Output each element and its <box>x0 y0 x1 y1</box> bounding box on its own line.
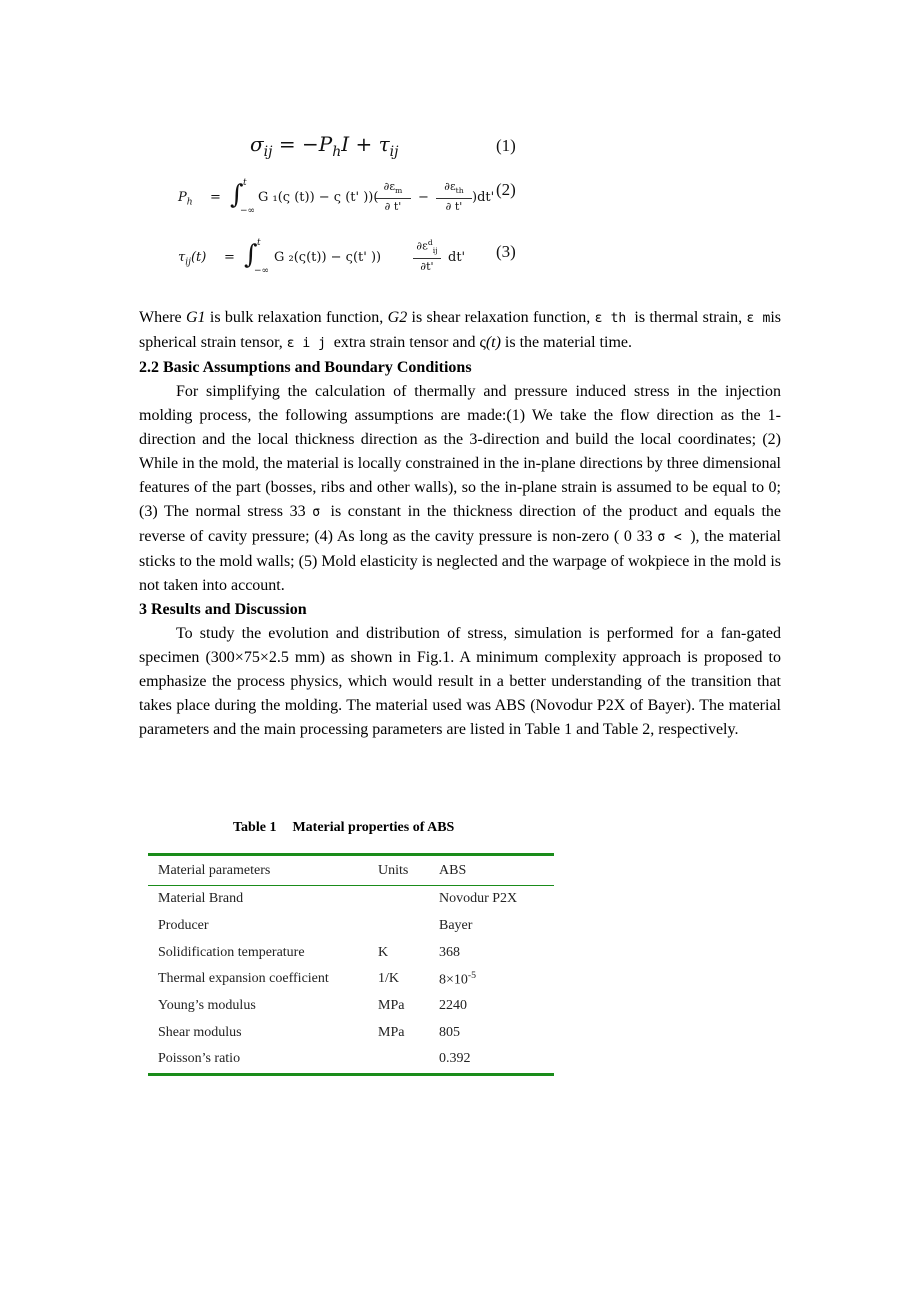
table-1-caption-label: Table 1 <box>233 820 277 835</box>
body-text <box>139 306 781 742</box>
table-row <box>148 913 554 940</box>
table-cell: Novodur P2X <box>439 891 518 907</box>
table-row <box>148 939 554 966</box>
table-header-row <box>148 856 554 886</box>
table-row <box>148 993 554 1020</box>
table-1-caption-title: Material properties of ABS <box>292 820 455 835</box>
equation-3-kernel: G ₂(ς(t)) − ς(t' )) <box>274 250 382 265</box>
table-cell: Young’s modulus <box>158 998 256 1014</box>
equation-2-integral: ∫ <box>230 180 244 210</box>
table-cell: Material Brand <box>158 891 244 907</box>
equation-2 <box>178 176 528 224</box>
equation-3-lhs: $\tau_{ij}(t)$ <box>178 250 207 268</box>
equation-2-fraction-1: $\partial\varepsilon_m$ ∂ t' <box>375 180 411 213</box>
equation-2-lhs: $P_h$ <box>178 190 193 208</box>
equation-1 <box>250 132 530 164</box>
table-cell: 2240 <box>439 998 467 1014</box>
equation-2-kernel: G ₁(ς (t)) − ς (t' ))( <box>258 190 379 205</box>
table-cell: 0.392 <box>439 1051 471 1067</box>
table-row <box>148 1019 554 1046</box>
table-row <box>148 1046 554 1073</box>
table-cell: $8\times 10^{-5}$ <box>439 970 477 988</box>
table-header-cell: Material parameters <box>158 862 271 878</box>
table-cell: 1/K <box>378 971 399 987</box>
table-row <box>148 966 554 993</box>
equation-2-tail: )dt' <box>472 190 495 205</box>
equation-3 <box>178 236 528 286</box>
equation-1-number: (1) <box>496 136 516 155</box>
equation-3-number: (3) <box>496 242 516 261</box>
table-1-caption <box>233 820 454 836</box>
equation-2-minus: − <box>418 190 429 205</box>
paragraph-results: To study the evolution and distribution of stress, simulation is performed for a fan-gated specimen (300×75×2.5 mm) as shown in Fig.1. A minimum complexity approach is proposed to emphasize the process physics, which would result in a better understanding of the transition that takes place during the molding. The material used was ABS (Novodur P2X of Bayer). The material parameters and the main processing parameters are listed in Table 1 and Table 2, respectively. <box>139 625 781 738</box>
table-1 <box>148 853 554 1076</box>
equation-1-body: $\sigma_{ij} = -P_hI + \tau_{ij}$ <box>250 132 399 160</box>
table-cell: K <box>378 944 389 960</box>
table-cell: Producer <box>158 918 209 934</box>
equation-3-tail: dt' <box>448 250 466 265</box>
table-cell: Solidification temperature <box>158 944 305 960</box>
equation-2-fraction-2: $\partial\varepsilon_{th}$ ∂ t' <box>436 180 472 213</box>
section-heading-3: 3 Results and Discussion <box>139 601 307 618</box>
table-cell: MPa <box>378 998 405 1014</box>
exponent: -5 <box>467 970 477 982</box>
equation-2-equals: = <box>210 190 221 205</box>
paragraph-assumptions: For simplifying the calculation of thermally and pressure induced stress in the injection molding process, the following assumptions are made:(1) We take the flow direction as the 1-direction and the local thickness direction as the 3-direction and build the local coordinates; (2) While in the mold, the material is locally constrained in the in-plane directions by three dimensional features of the part (bosses, ribs and other walls), so the in-plane strain is assumed to be equal to 0; (3) The normal stress 33 σ is constant in the thickness direction of the product and equals the reverse of cavity pressure; (4) As long as the cavity pressure is non-zero ( 0 33 σ < ), the material sticks to the mold walls; (5) Mold elasticity is neglected and the warpage of wokpiece in the mold is not taken into account. <box>139 383 782 594</box>
equation-3-equals: = <box>224 250 235 265</box>
equation-2-lower-limit: −∞ <box>240 206 256 216</box>
table-cell: 368 <box>439 944 460 960</box>
equation-2-upper-limit: t <box>243 178 247 188</box>
table-cell: MPa <box>378 1024 405 1040</box>
table-cell: Shear modulus <box>158 1024 242 1040</box>
table-header-cell: ABS <box>439 862 467 878</box>
table-cell: 805 <box>439 1024 460 1040</box>
table-cell: Poisson’s ratio <box>158 1051 241 1067</box>
table-header-cell: Units <box>378 862 409 878</box>
equation-3-upper-limit: t <box>257 238 261 248</box>
equation-3-fraction: $\partial\varepsilon^d_{ij}$ ∂t' <box>413 236 441 273</box>
table-cell: Bayer <box>439 918 473 934</box>
paragraph-symbol-definitions: Where G1 is bulk relaxation function, G2 is shear relaxation function, ε th is thermal strain, ε mis spherical strain tensor, ε i j extra strain tensor and ς(t) is the material time. <box>139 309 782 351</box>
table-cell: Thermal expansion coefficient <box>158 971 329 987</box>
table-row <box>148 886 554 913</box>
equation-3-lower-limit: −∞ <box>254 266 270 276</box>
section-heading-2-2: 2.2 Basic Assumptions and Boundary Conditions <box>139 359 472 376</box>
equation-3-integral: ∫ <box>244 240 258 270</box>
equation-2-number: (2) <box>496 180 516 199</box>
